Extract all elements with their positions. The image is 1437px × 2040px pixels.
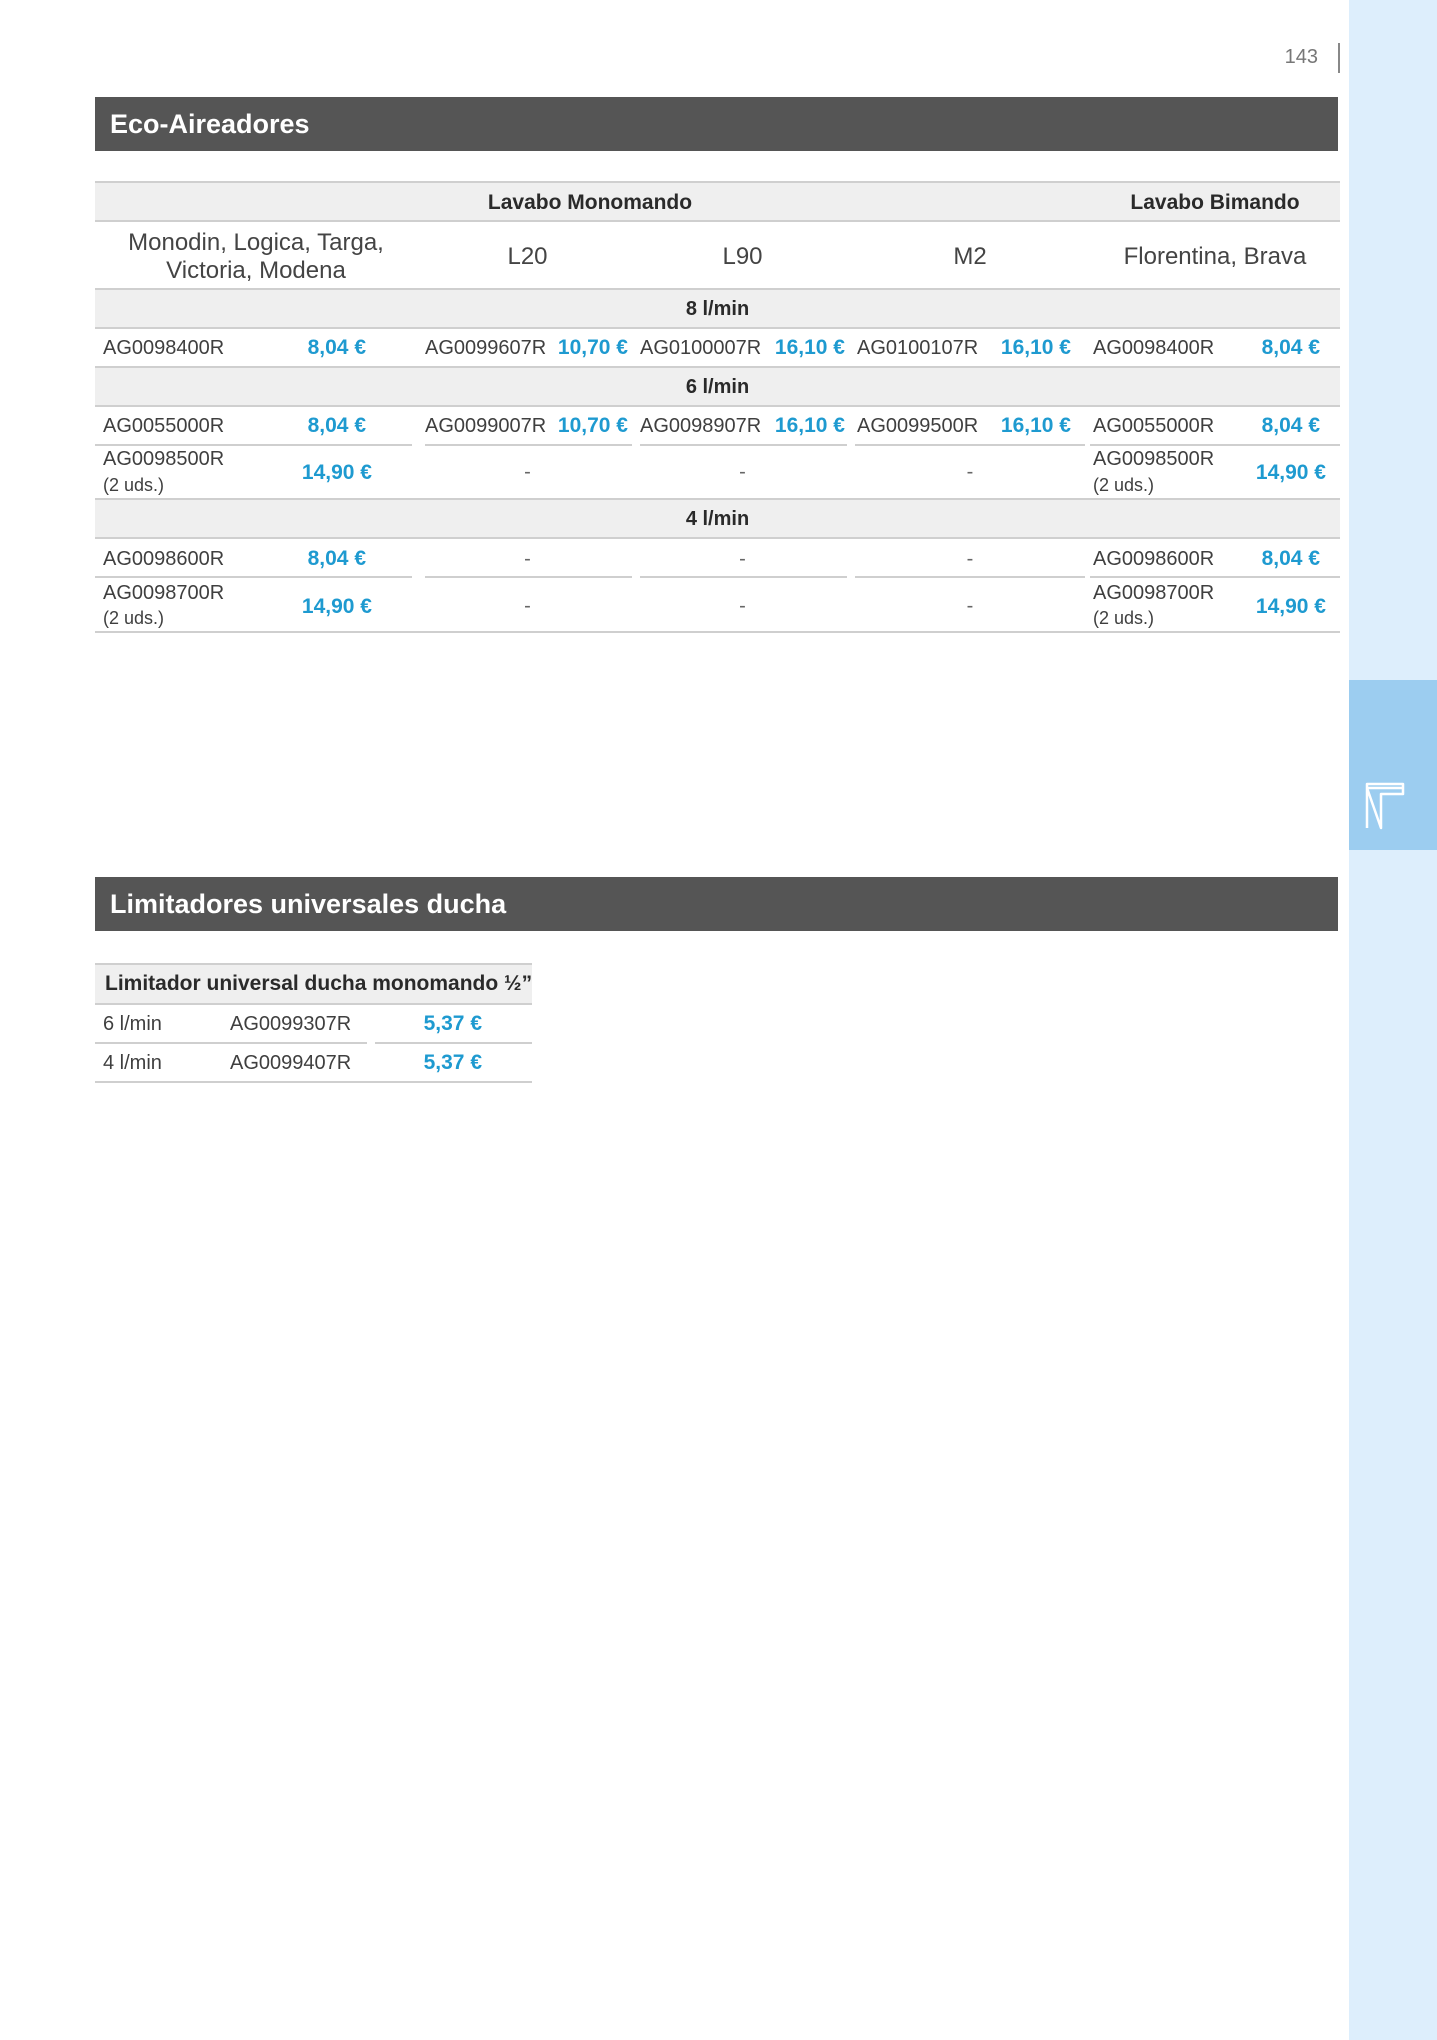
row4b-c1-price: 14,90 € xyxy=(301,595,372,618)
flow-label-8: 8 l/min xyxy=(685,298,750,320)
row8-c3-code: AG0100007R xyxy=(640,337,762,359)
row6a-c1-price: 8,04 € xyxy=(307,414,366,437)
lim-row1-code: AG0099307R xyxy=(230,1013,352,1035)
lim-row1-flow: 6 l/min xyxy=(103,1013,162,1035)
row4b-c4-empty: - xyxy=(966,595,974,617)
row6b-c1-note: (2 uds.) xyxy=(103,475,165,495)
page-number: 143 xyxy=(1284,46,1318,68)
row6b-c5-note: (2 uds.) xyxy=(1093,475,1155,495)
row4a-c2-empty: - xyxy=(524,548,531,570)
table-rule xyxy=(425,576,632,578)
row4a-c4-empty: - xyxy=(966,548,974,570)
row8-c3-price: 16,10 € xyxy=(774,336,845,359)
page-number-divider xyxy=(1338,43,1340,73)
group-header-monomando: Lavabo Monomando xyxy=(487,191,693,214)
side-strip xyxy=(1349,0,1437,2040)
row4a-c1-price: 8,04 € xyxy=(307,547,366,570)
row4a-c5-code: AG0098600R xyxy=(1093,548,1215,570)
section-title-limitadores: Limitadores universales ducha xyxy=(95,877,1338,931)
limitadores-header-band xyxy=(95,965,532,1003)
group-header-bimando: Lavabo Bimando xyxy=(1130,191,1300,214)
model-l20: L20 xyxy=(507,243,548,270)
table-rule xyxy=(95,327,1340,329)
table-rule xyxy=(855,576,1085,578)
row6a-c3-code: AG0098907R xyxy=(640,415,762,437)
limitadores-header: Limitador universal ducha monomando ½” xyxy=(105,972,533,995)
lim-row2-code: AG0099407R xyxy=(230,1052,352,1074)
table-rule xyxy=(95,537,1340,539)
row4b-c3-empty: - xyxy=(739,595,746,617)
row6b-c5-price: 14,90 € xyxy=(1255,461,1326,484)
row8-c5-code: AG0098400R xyxy=(1093,337,1215,359)
row6a-c3-price: 16,10 € xyxy=(774,414,845,437)
table-rule xyxy=(95,1081,532,1083)
row8-c2-code: AG0099607R xyxy=(425,337,547,359)
table-rule xyxy=(855,444,1085,446)
table-rule xyxy=(375,1042,532,1044)
flow-label-4: 4 l/min xyxy=(685,508,750,530)
row4b-c5-note: (2 uds.) xyxy=(1093,608,1155,628)
row4b-c2-empty: - xyxy=(524,595,531,617)
row4b-c5-code: AG0098700R xyxy=(1093,582,1215,604)
row6a-c5-code: AG0055000R xyxy=(1093,415,1215,437)
table-rule xyxy=(640,576,847,578)
row4b-c1-code: AG0098700R xyxy=(103,582,225,604)
row4a-c1-code: AG0098600R xyxy=(103,548,225,570)
model-florentina-brava: Florentina, Brava xyxy=(1123,243,1307,270)
row6a-c2-price: 10,70 € xyxy=(557,414,628,437)
row8-c2-price: 10,70 € xyxy=(557,336,628,359)
faucet-icon xyxy=(1363,780,1409,830)
row6a-c4-code: AG0099500R xyxy=(857,415,979,437)
row4b-c1-note: (2 uds.) xyxy=(103,608,165,628)
section-title-eco-aireadores: Eco-Aireadores xyxy=(95,97,1338,151)
table-rule xyxy=(1090,576,1340,578)
model-monodin-line2: Victoria, Modena xyxy=(166,257,346,284)
row6a-c2-code: AG0099007R xyxy=(425,415,547,437)
row6a-c4-price: 16,10 € xyxy=(1000,414,1071,437)
lim-row1-price: 5,37 € xyxy=(423,1012,482,1035)
row6b-c5-code: AG0098500R xyxy=(1093,448,1215,470)
table-rule xyxy=(95,576,412,578)
row8-c4-code: AG0100107R xyxy=(857,337,979,359)
row6b-c2-empty: - xyxy=(524,461,531,483)
row8-c1-price: 8,04 € xyxy=(307,336,366,359)
row6b-c4-empty: - xyxy=(966,461,974,483)
lim-row2-price: 5,37 € xyxy=(423,1051,482,1074)
model-monodin xyxy=(95,229,417,285)
row6b-c1-price: 14,90 € xyxy=(301,461,372,484)
row8-c5-price: 8,04 € xyxy=(1261,336,1320,359)
row4a-c3-empty: - xyxy=(739,548,746,570)
lim-row2-flow: 4 l/min xyxy=(103,1052,162,1074)
flow-label-6: 6 l/min xyxy=(685,376,750,398)
row4a-c5-price: 8,04 € xyxy=(1261,547,1320,570)
row8-c1-code: AG0098400R xyxy=(103,337,225,359)
table-rule xyxy=(95,405,1340,407)
table-rule xyxy=(95,1042,367,1044)
table-rule xyxy=(95,1003,532,1005)
table-rule xyxy=(1090,444,1340,446)
table-rule xyxy=(95,444,412,446)
table-rule xyxy=(425,444,632,446)
table-rule xyxy=(640,444,847,446)
row6a-c1-code: AG0055000R xyxy=(103,415,225,437)
model-l90: L90 xyxy=(722,243,763,270)
section-tab[interactable] xyxy=(1349,680,1437,850)
row6b-c3-empty: - xyxy=(739,461,746,483)
row6b-c1-code: AG0098500R xyxy=(103,448,225,470)
row4b-c5-price: 14,90 € xyxy=(1255,595,1326,618)
row8-c4-price: 16,10 € xyxy=(1000,336,1071,359)
table-rule xyxy=(95,631,1340,633)
row6a-c5-price: 8,04 € xyxy=(1261,414,1320,437)
model-m2: M2 xyxy=(953,243,987,270)
table-rule xyxy=(95,220,1340,222)
model-monodin-line1: Monodin, Logica, Targa, xyxy=(128,229,384,256)
